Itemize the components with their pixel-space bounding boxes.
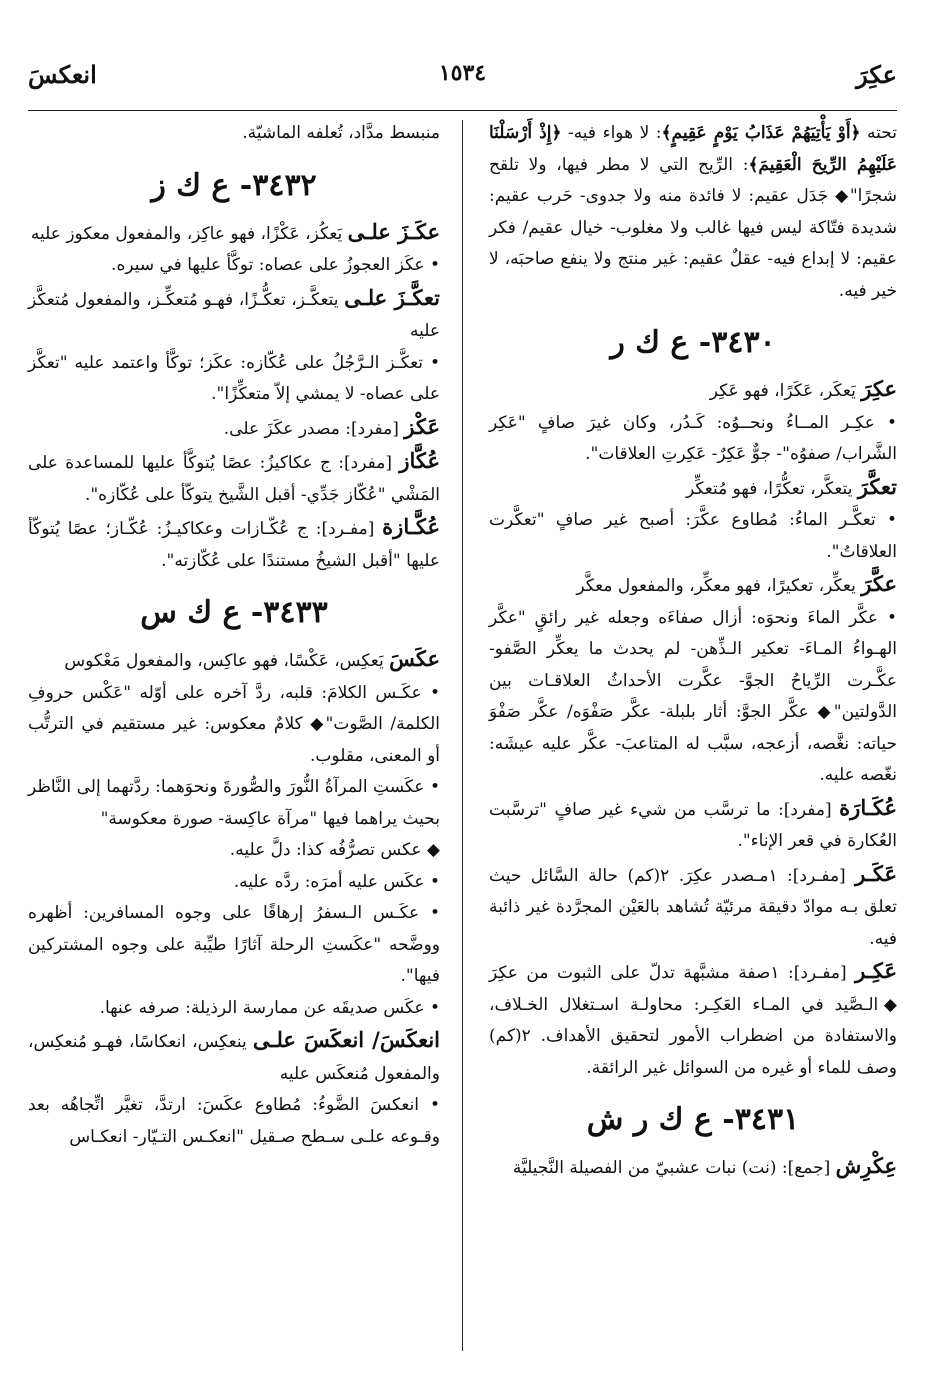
headword: عكَّرَ [861,571,897,596]
entry-text: • عكَـس الـسفرُ إرهاقًا على وجوه المسافرين: أظهره ووضَّحه "عكَستِ الرحلة آثارًا طيِّبة على وجوه المشتركين فيها". [28,903,440,986]
entry-text: يتعكَّـز، تعكُّـزًا، فهـو مُتعكِّـز، والمفعول مُتعكَّز عليه [28,289,440,341]
headword: عكَـزَ علـى [347,218,440,244]
entry-paragraph [489,568,897,603]
entry-paragraph [28,1090,440,1153]
root-heading: ٣٤٣١- ع ك ر ش [586,1102,800,1137]
entry-paragraph [28,898,440,993]
entry-paragraph [28,772,440,835]
entry-paragraph [28,250,440,282]
entry-paragraph [28,993,440,1025]
entry-text: [مفرد]: مصدر عكَزَ على. [223,418,405,439]
left-column [28,118,440,1153]
entry-text: [مفـرد]: ج عُكّـازات وعكاكيـزُ: عُكّـاز؛ عصًا يُتوكّأ عليها "أقبل الشيخُ مستندًا على عُكّازته". [28,519,440,571]
entry-paragraph [489,792,897,858]
headword: عِكْرِش [835,1153,897,1178]
headword: عكَسَ [389,646,440,671]
entry-text: • انعكسَ الضَّوءُ: مُطاوع عكَسَ: ارتدَّ، تغيَّر اتِّجاهُه بعد وقـوعه علـى سـطح صـقيل "انعكـس التـيّار- انعكـاس [28,1095,440,1147]
entry-paragraph [489,1150,897,1185]
entry-paragraph [28,216,440,251]
headword: عُكَّاز [399,448,440,473]
entry-text: : لا هواء فيه- [561,123,662,143]
entry-paragraph [28,643,440,678]
entry-text: يَعكَر، عَكَرًا، فهو عَكِر [709,381,862,401]
entry-text: ◆ عكس تصرُّفُه كذا: دلَّ عليه. [229,840,440,860]
quran-quote: ﴿إِذْ أَرْسَلْنَا عَلَيْهِمُ الرِّيحَ الْعَقِيمَ﴾ [489,123,898,175]
entry-text: يتعكَّر، تعكُّرًا، فهو مُتعكِّر [686,478,858,499]
column-divider [462,120,463,1351]
entry-text: [جمع]: (نت) نبات عشبيّ من الفصيلة النَّجيليَّة [512,1158,836,1178]
entry-text: • عكَس عليه أمرَه: ردَّه عليه. [233,871,440,892]
quran-quote: ﴿أَوْ يَأْتِيَهُمْ عَذَابُ يَوْمٍ عَقِيمٍ﴾ [661,123,861,143]
entry-paragraph [28,445,440,511]
header-guide-word-right: عكِرَ [856,60,897,89]
header-rule [28,110,897,111]
entry-paragraph [28,835,440,867]
entry-text: • عكَّر الماءَ ونحوَه: أزال صفاءَه وجعله غير رائقٍ "عكَّر الهـواءُ المـاءَ- تعكير الـذِّهن- لم يحدث ما يعكِّر الصَّفو- عكَّـرت الرِّياحُ الجوَّ- عكَّرت الأحداثُ العلاقـات بين الدَّولتين"◆ عكَّر الجوَّ: أثار بلبلة- عكَّر صَفْوَه/ عكَّر صَفْوَ حياته: نغَّصه، أزعجه، سبَّب له المتاعبَ- عكَّر عليه عيشَه: نغّصه عليه. [489,607,897,785]
entry-paragraph [489,373,897,408]
entry-text: • عكَس صديقَه عن ممارسة الرذيلة: صرفه عنها. [99,997,440,1018]
entry-text: منبسط مدَّاد، تُعلفه الماشيّة. [242,123,440,143]
headword: عَكْز [404,413,440,439]
entry-paragraph [28,511,440,577]
headword: عَكِـر [855,958,898,983]
entry-text: [مفـرد]: ١مـصدر عكِرَ. ٢(كم) حالة السَّائل حيث تعلق بـه موادّ دقيقة مرئيّة تُشاهد بالعَيْن المجرَّدة غير ذائبة فيه. [489,865,897,949]
entry-text: [مفـرد]: ١صفة مشبَّهة تدلّ على الثبوت من عكِرَ ◆الـصَّيد في المـاء العَكِـر: محاولـة اسـتغلال الخـلاف، والاستفادة من اضطراب الأمور لتحقيق الأهداف. ٢(كم) وصف للماء أو غيره من السوائل غير الرائقة. [489,963,897,1078]
entry-text: يَعكِس، عَكْسًا، فهو عاكِس، والمفعول مَعْكوس [64,651,390,671]
headword: عُكَّـازة [382,514,440,539]
entry-text: • تعكَّـر الماءُ: مُطاوع عكَّرَ: أصبح غير صافٍ "تعكَّرت العلاقاتُ". [489,510,897,562]
page-number: ١٥٣٤ [438,60,487,86]
header-guide-word-left: انعكسَ [28,60,97,89]
entry-paragraph [489,603,897,792]
entry-paragraph [489,471,897,506]
entry-paragraph [28,118,440,150]
headword: انعكَسَ/ انعكَسَ علـى [252,1027,440,1052]
headword: عَكَـر [855,860,897,886]
page-header [28,52,897,92]
entry-text: • عكَز العجوزُ على عصاه: توكَّأ عليها في سيره. [111,255,440,275]
entry-paragraph [489,955,897,1084]
right-column [489,118,897,1185]
entry-text: : الرِّيح التي لا مطر فيها، ولا تلقح شجرًا"◆ جَدَل عقيم: لا فائدة منه ولا جدوى- حَرب عقيم: شديدة فتّاكة ليس فيها غالب ولا مغلوب- خيال عقيم/ فكر عقيم: لا إبداع فيه- عقلٌ عقيم: غير منتج ولا ينفع صاحبَه، لا خير فيه. [489,154,897,301]
entry-text: • تعكَّـز الـرَّجُلُ على عُكّازه: عكَز؛ توكَّأ واعتمد عليه "تعكَّز على عصاه- لا يمشي إلاّ متعكِّزًا". [28,352,440,404]
headword: عُكَـارَة [839,794,897,820]
entry-paragraph [28,678,440,773]
entry-paragraph [489,118,897,307]
entry-paragraph [28,1024,440,1090]
headword: عكِرَ [861,376,897,401]
entry-text: ينعكِس، انعكاسًا، فهـو مُنعكِس، والمفعول مُنعكَس عليه [28,1032,440,1084]
entry-text: [مفرد]: ما ترسَّب من شيء غير صافٍ "ترسَّبت العُكارة في قعر الإناء". [489,799,897,851]
entry-paragraph [489,858,897,956]
entry-paragraph [489,505,897,568]
entry-paragraph [28,348,440,411]
headword: تعكَّرَ [857,473,897,499]
entry-paragraph [28,282,440,348]
entry-text: يعكِّر، تعكيرًا، فهو معكِّر، والمفعول معكَّر [576,576,862,596]
entry-paragraph [28,867,440,899]
entry-text: • عكِـر المــاءُ ونحــوُه: كَـدُر، وكان غيرَ صافٍ "عَكِر الشَّراب/ صفوُه"- جوٌّ عَكِرٌ- عَكِرتِ العلاقات". [489,412,897,464]
root-heading: ٣٤٣٢- ع ك ز [151,167,317,203]
root-heading: ٣٤٣٠- ع ك ر [610,325,776,360]
entry-text: تحته [860,123,897,143]
entry-text: • عكَستِ المرآةُ النُّورَ والصُّورةَ ونحوَهما: ردَّتهما إلى النَّاظر بحيث يراهما فيها "مرآة عاكِسة- صورة معكوسة" [28,777,440,829]
entry-text: • عكَـس الكلامَ: قلبه، ردَّ آخره على أوّله "عَكْس حروفِ الكلمة/ الصَّوت"◆ كلامٌ معكوس: غير مستقيم في الترتُّب أو المعنى، مقلوب. [28,682,440,766]
entry-paragraph [489,408,897,471]
root-heading: ٣٤٣٣- ع ك س [140,595,328,630]
entry-text: يَعكُز، عَكْزًا، فهو عاكِز، والمفعول معكوز عليه [30,223,348,244]
headword: تعكَّـزَ علـى [344,284,441,310]
entry-paragraph [28,411,440,446]
entry-text: [مفرد]: ج عكاكيزُ: عصًا يُتوكَّأ عليها للمساعدة على المَشْي "عُكّاز جَدِّي- أقبل الشَّيخ يتوكّأ على عُكّازه". [28,453,440,505]
